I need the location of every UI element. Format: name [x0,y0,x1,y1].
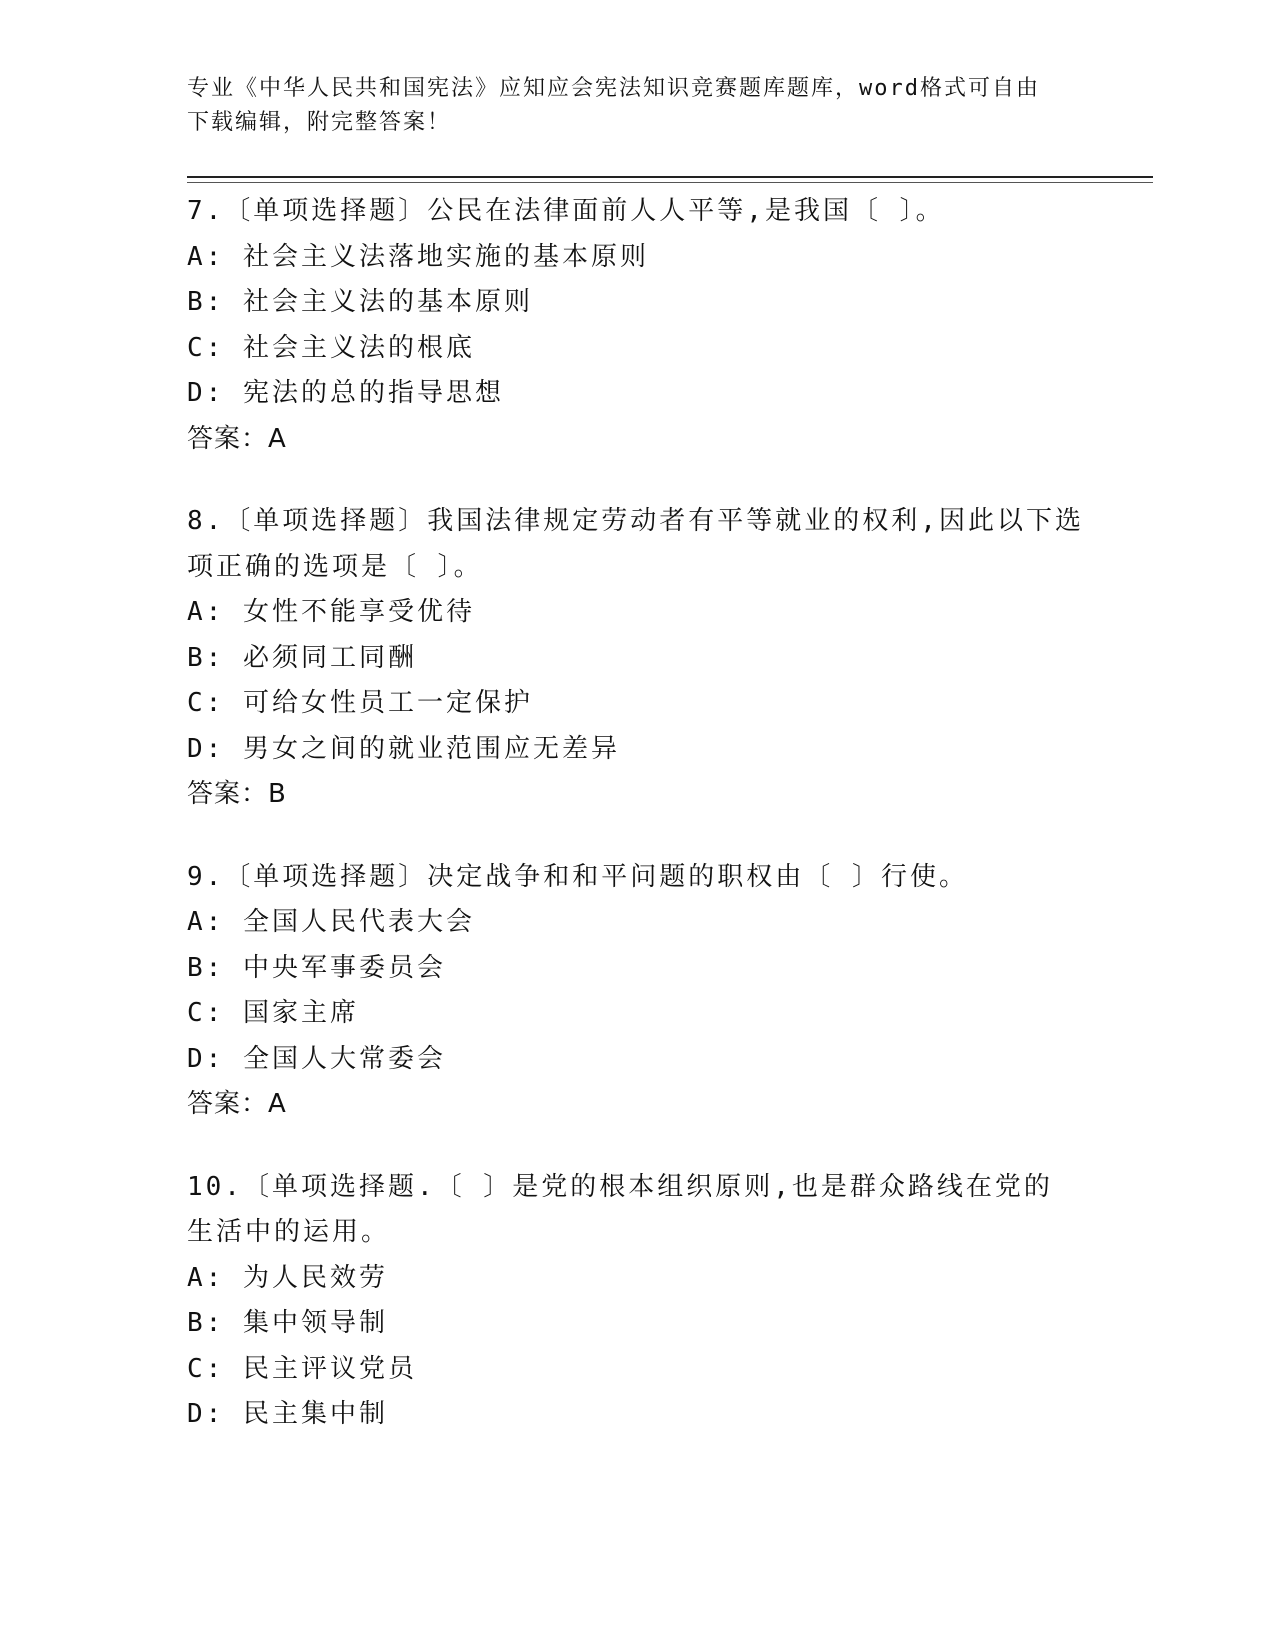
option-a: A: 为人民效劳 [187,1262,388,1293]
header-divider-thin [187,182,1153,183]
option-d: D: 全国人大常委会 [187,1043,446,1074]
option-a: A: 社会主义法落地实施的基本原则 [187,241,649,272]
option-a: A: 女性不能享受优待 [187,597,475,627]
option-b: B: 集中领导制 [187,1308,388,1338]
question-text: 9.〔单项选择题〕决定战争和和平问题的职权由〔 〕行使。 [187,861,968,892]
question-8 [187,499,1087,818]
option-d: D: 宪法的总的指导思想 [187,378,504,408]
header-divider-thick [187,176,1153,178]
header-line-1: 专业《中华人民共和国宪法》应知应会宪法知识竞赛题库题库，word格式可自由 [187,76,1040,101]
question-10 [187,1165,1087,1438]
question-text-line-1: 8.〔单项选择题〕我国法律规定劳动者有平等就业的权利,因此以下选 [187,506,1084,536]
option-c: C: 民主评议党员 [187,1353,417,1384]
answer-label: 答案：B [187,779,287,809]
header-line-2: 下载编辑，附完整答案！ [187,110,452,135]
question-text-line-2: 项正确的选项是〔 〕。 [187,551,483,582]
question-9 [187,855,1087,1128]
answer-label: 答案：A [187,423,287,454]
option-c: C: 社会主义法的根底 [187,332,475,363]
question-text: 7.〔单项选择题〕公民在法律面前人人平等,是我国〔 〕。 [187,196,945,226]
document-header [187,72,1067,140]
option-a: A: 全国人民代表大会 [187,907,475,937]
option-c: C: 可给女性员工一定保护 [187,688,533,718]
option-b: B: 中央军事委员会 [187,952,446,983]
option-d: D: 民主集中制 [187,1399,388,1429]
question-list [187,189,1087,1475]
question-text-line-1: 10.〔单项选择题.〔 〕是党的根本组织原则,也是群众路线在党的 [187,1171,1053,1202]
answer-label: 答案：A [187,1089,287,1119]
question-text-line-2: 生活中的运用。 [187,1217,391,1247]
option-b: B: 必须同工同酬 [187,642,417,673]
question-7 [187,189,1087,462]
option-c: C: 国家主席 [187,998,359,1028]
option-b: B: 社会主义法的基本原则 [187,287,533,317]
option-d: D: 男女之间的就业范围应无差异 [187,733,620,764]
